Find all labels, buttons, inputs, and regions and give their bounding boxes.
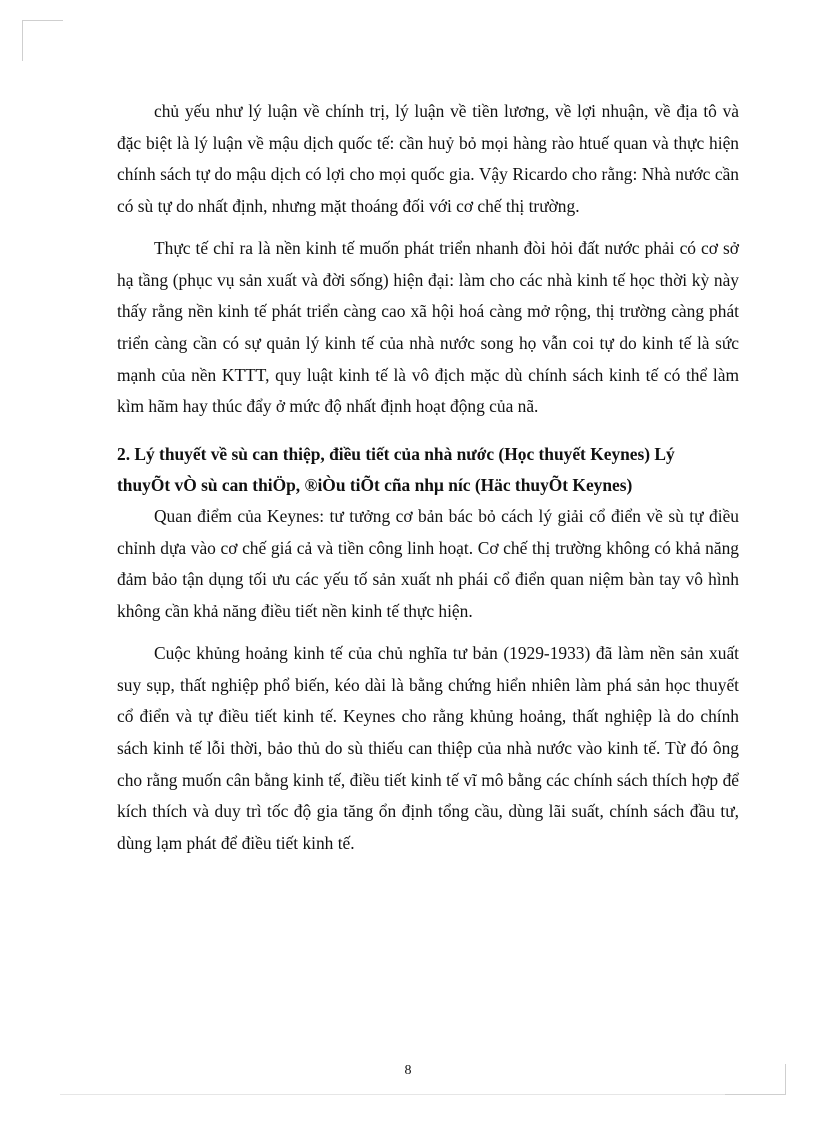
body-paragraph: Quan điểm của Keynes: tư tưởng cơ bản bác bỏ cách lý giải cổ điển về sù tự điều chỉnh dựa vào cơ chế giá cả và tiền công linh hoạt. Cơ chế thị trường không có khả năng đảm bảo tận dụng tối ưu các yếu tố sản xuất nh phái cổ điển quan niệm bàn tay vô hình không cần khả năng điều tiết nền kinh tế thực hiện.	[117, 506, 739, 622]
section-heading-line: thuyÕt vÒ sù can thiÖp, ®iÒu tiÕt cña nhµ níc (Häc thuyÕt Keynes)	[117, 475, 633, 496]
section-heading	[117, 439, 739, 501]
body-paragraph: Thực tế chỉ ra là nền kinh tế muốn phát triển nhanh đòi hỏi đất nước phải có cơ sở hạ tầng (phục vụ sản xuất và đời sống) hiện đại: làm cho các nhà kinh tế học thời kỳ này thấy rằng nền kinh tế phát triển càng cao xã hội hoá càng mở rộng, thị trường càng phát triển càng cần có sự quản lý kinh tế của nhà nước song họ vẫn coi tự do kinh tế là sức mạnh của nền KTTT, quy luật kinh tế là vô địch mặc dù chính sách kinh tế có thể làm kìm hãm hay thúc đẩy ở mức độ nhất định hoạt động của nã.	[117, 237, 739, 417]
page-number: 8	[404, 1063, 412, 1078]
body-paragraph: chủ yếu như lý luận về chính trị, lý luận về tiền lương, về lợi nhuận, về địa tô và đặc biệt là lý luận về mậu dịch quốc tế: cần huỷ bỏ mọi hàng rào htuế quan và thực hiện chính sách tự do mậu dịch có lợi cho mọi quốc gia. Vậy Ricardo cho rằng: Nhà nước cần có sù tự do nhất định, nhưng mặt thoáng đối với cơ chế thị trường.	[117, 101, 739, 217]
section-heading-line: 2. Lý thuyết về sù can thiệp, điều tiết của nhà nước (Học thuyết Keynes) Lý	[117, 444, 675, 465]
page-frame-corner	[22, 20, 63, 61]
body-paragraph: Cuộc khủng hoảng kinh tế của chủ nghĩa tư bản (1929-1933) đã làm nền sản xuất suy sụp, thất nghiệp phổ biến, kéo dài là bằng chứng hiển nhiên làm phá sản học thuyết cổ điển và tự điều tiết kinh tế. Keynes cho rằng khủng hoảng, thất nghiệp là do chính sách kinh tế lỗi thời, bảo thủ do sù thiếu can thiệp của nhà nước vào kinh tế. Từ đó ông cho rằng muốn cân bằng kinh tế, điều tiết kinh tế vĩ mô bằng các chính sách thích hợp để kích thích và duy trì tốc độ gia tăng ổn định tổng cầu, dùng lãi suất, chính sách đầu tư, dùng lạm phát để điều tiết kinh tế.	[117, 642, 739, 854]
page-frame-line	[60, 1094, 786, 1095]
document-body	[117, 96, 739, 860]
